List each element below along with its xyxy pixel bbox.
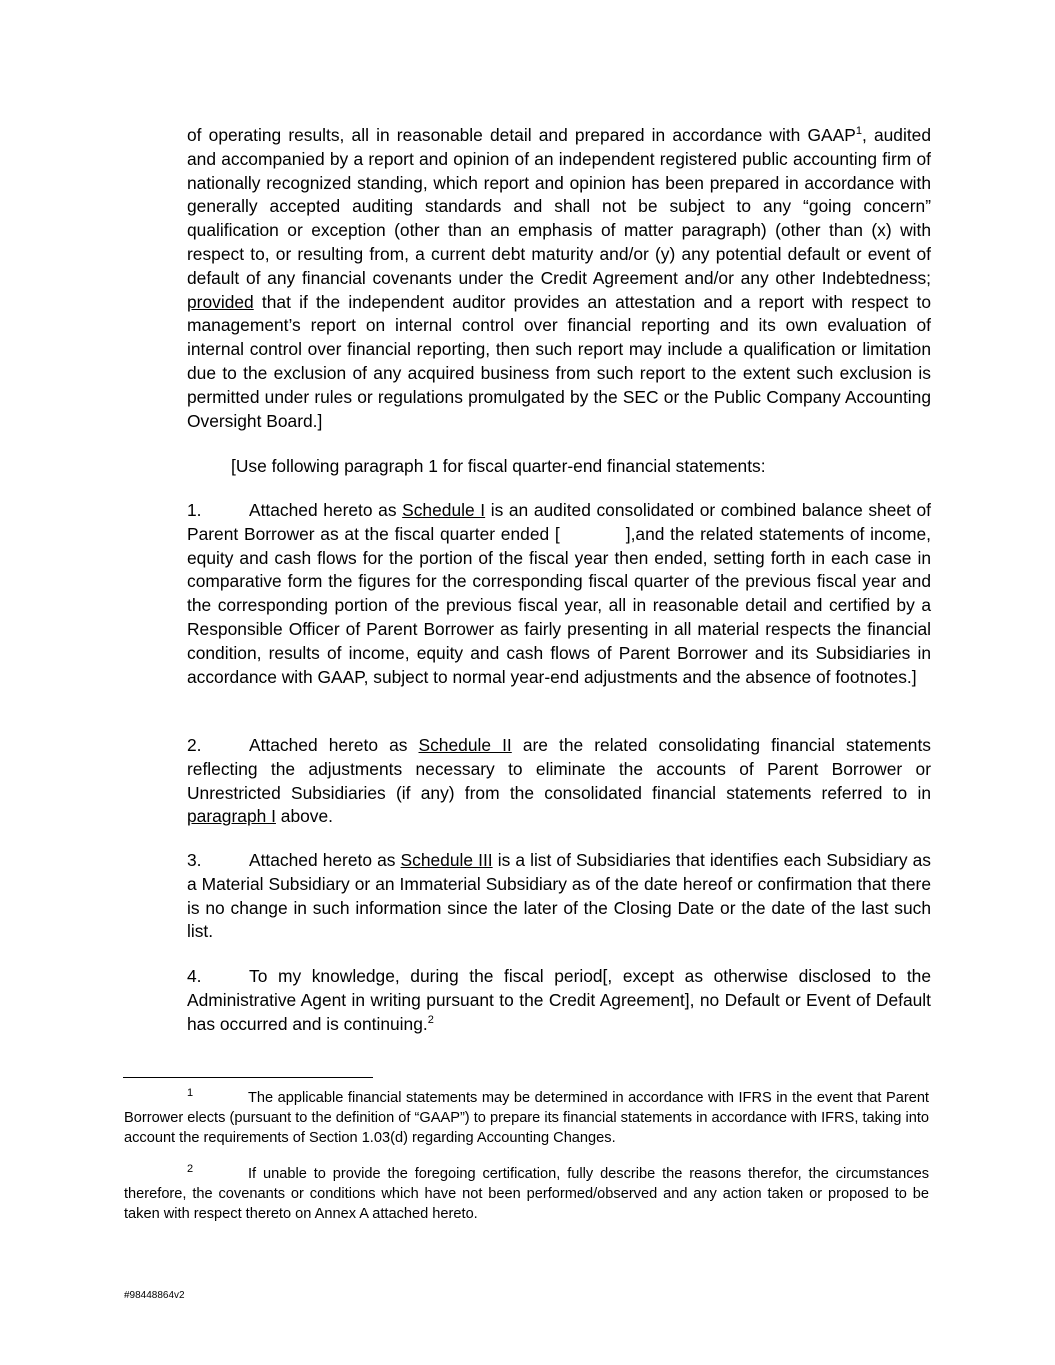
paragraph-3 bbox=[187, 849, 931, 944]
paragraph-2-number: 2. bbox=[187, 735, 202, 755]
paragraph-2-text-b: are the related consolidating financial statements reflecting the adjustments necessary to eliminate the accounts of Parent Borrower or Unrestricted Subsidiaries (if any) from the consolidated financial statements referred to in bbox=[187, 735, 931, 803]
provided-term: provided bbox=[187, 291, 254, 312]
footnote-2: 2 If unable to provide the foregoing certification, fully describe the reasons therefor, the circumstances therefore, the covenants or conditions which have not been performed/observed and any action taken or proposed to be taken with respect thereto on Annex A attached hereto. bbox=[124, 1163, 929, 1222]
paragraph-3-number: 3. bbox=[187, 850, 202, 870]
footnote-ref-2[interactable]: 2 bbox=[427, 1013, 434, 1026]
paragraph-0-text-a: of operating results, all in reasonable detail and prepared in accordance with GAAP bbox=[187, 125, 856, 145]
paragraph-1-text-a: Attached hereto as bbox=[249, 500, 403, 520]
schedule-i-link: Schedule I bbox=[402, 500, 486, 520]
footnote-2-text: If unable to provide the foregoing certification, fully describe the reasons therefor, the circumstances therefore, the covenants or conditions which have not been performed/observed and any action taken or proposed to be taken with respect thereto on Annex A attached hereto. bbox=[124, 1166, 929, 1222]
footnote-1-text: The applicable financial statements may be determined in accordance with IFRS in the event that Parent Borrower elects (pursuant to the definition of “GAAP”) to prepare its financial statements in accordance with IFRS, taking into account the requirements of Section 1.03(d) regarding Accounting Changes. bbox=[124, 1090, 929, 1146]
schedule-iii-link: Schedule III bbox=[400, 850, 493, 870]
paragraph-2 bbox=[187, 734, 931, 829]
paragraph-1 bbox=[187, 499, 931, 689]
schedule-ii-link: Schedule II bbox=[418, 735, 512, 755]
paragraph-0-text-b: , audited and accompanied by a report and opinion of an independent registered public accounting firm of nationally recognized standing, which report and opinion has been prepared in accordance with generally accepted auditing standards and shall not be subject to any “going concern” qualification or exception (other than an emphasis of matter paragraph) (other than (x) with respect to, or resulting from, a current debt maturity and/or (y) any potential default or event of default of any financial covenants under the Credit Agreement and/or any other Indebtedness; bbox=[187, 125, 931, 288]
paragraph-3-text-b: is a list of Subsidiaries that identifies each Subsidiary as a Material Subsidiary or an Immaterial Subsidiary as of the date hereof or confirmation that there is no change in such information since the later of the Closing Date or the date of the last such list. bbox=[187, 850, 931, 942]
intro-line: [Use following paragraph 1 for fiscal quarter-end financial statements: bbox=[231, 456, 766, 476]
paragraph-1-text-b: is an audited consolidated or combined balance sheet of Parent Borrower as at the fiscal quarter ended [ bbox=[187, 500, 931, 544]
paragraph-4-text-a: To my knowledge, during the fiscal period[, except as otherwise disclosed to the Administrative Agent in writing pursuant to the Credit Agreement], no Default or Event of Default has occurred and is continuing. bbox=[187, 966, 931, 1034]
document-id: #98448864v2 bbox=[124, 1290, 185, 1301]
footnote-1: 1 The applicable financial statements may be determined in accordance with IFRS in the event that Parent Borrower elects (pursuant to the definition of “GAAP”) to prepare its financial statements in accordance with IFRS, taking into account the requirements of Section 1.03(d) regarding Accounting Changes. bbox=[124, 1087, 929, 1146]
paragraph-4-number: 4. bbox=[187, 966, 202, 986]
paragraph-1-text-c: ],and the related statements of income, equity and cash flows for the portion of the fiscal year then ended, setting forth in each case in comparative form the figures for the corresponding fiscal quarter of the previous fiscal year and the corresponding portion of the previous fiscal year, all in reasonable detail and certified by a Responsible Officer of Parent Borrower as fairly presenting in all material respects the financial condition, results of income, equity and cash flows of Parent Borrower and its Subsidiaries in accordance with GAAP, subject to normal year-end adjustments and the absence of footnotes.] bbox=[187, 523, 931, 687]
paragraph-2-text-a: Attached hereto as bbox=[249, 735, 419, 755]
paragraph-0-text-c: that if the independent auditor provides an attestation and a report with respect to management’s report on internal control over financial reporting and its own evaluation of internal control over financial reporting, then such report may include a qualification or limitation due to the exclusion of any acquired business from such report to the extent such exclusion is permitted under rules or regulations promulgated by the SEC or the Public Company Accounting Oversight Board.] bbox=[187, 291, 931, 431]
footnote-ref-1[interactable]: 1 bbox=[855, 125, 862, 138]
paragraph-4 bbox=[187, 965, 931, 1036]
paragraph-i-ref: paragraph I bbox=[187, 806, 276, 827]
paragraph-continuation bbox=[187, 124, 931, 433]
paragraph-1-number: 1. bbox=[187, 500, 202, 520]
paragraph-3-text-a: Attached hereto as bbox=[249, 850, 401, 870]
paragraph-2-text-c: above. bbox=[275, 806, 333, 827]
footnote-separator bbox=[123, 1077, 373, 1078]
